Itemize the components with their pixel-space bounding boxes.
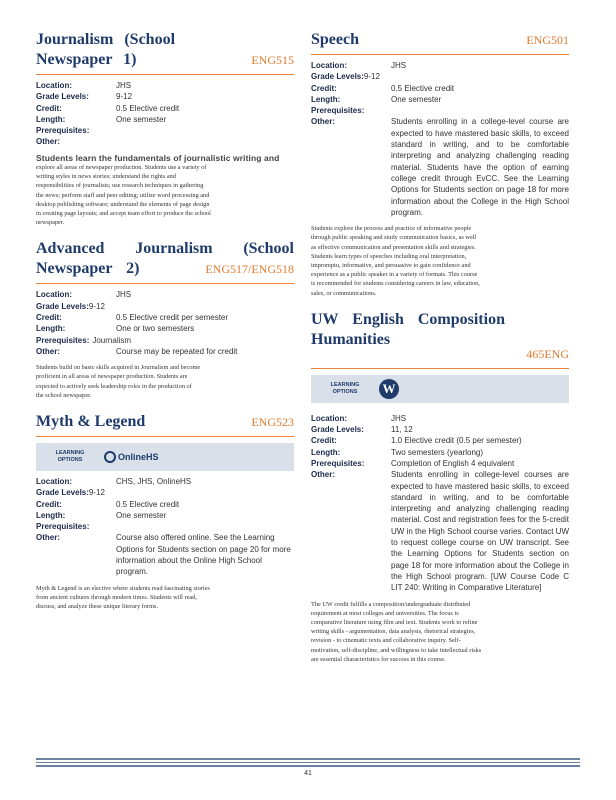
label-location: Location: — [311, 413, 347, 423]
course-description — [311, 224, 569, 298]
label-length: Length: — [311, 94, 341, 104]
label-location: Location: — [36, 81, 72, 90]
online-hs-icon-text: OnlineHS — [118, 452, 159, 462]
label-credit: Credit: — [36, 313, 62, 322]
credit-value: 0.5 Elective credit — [391, 83, 455, 93]
course-uw-english-composition — [311, 310, 569, 664]
course-heading — [36, 30, 294, 75]
course-title: UW English Composition Humanities — [311, 310, 505, 348]
length-value: One semester — [116, 510, 167, 520]
location-value: JHS — [116, 81, 132, 90]
course-myth-legend — [36, 412, 294, 611]
description-body: Students build on basic skills acquired in Journalism and become proficient in all areas of newspaper production. Students are expected to actively seek leadership roles in the production of the school newspaper. — [36, 364, 201, 399]
learning-options-box — [36, 443, 294, 471]
grade-levels-value: 9-12 — [88, 301, 105, 311]
description-body: Students explore the process and practice of informative people through public speaking and study communication basics, as well as effective communication and presentation skills and strategies. Students learn types of speeches including oral interpretation, impromptu, informative, and persuasive to gain confidence and experience as a public speaker in a variety of formats. This course is recommended for students considering careers in law, education, sales, or communications. — [311, 225, 480, 297]
description-body: The UW credit fulfills a composition/undergraduate distributed requirement at most colleges and universities. The focus is comparative literature using film and text. Students work to refine writing skills - argumentation, data analysis, rhetorical strategies, revision - to cinematic texts and collaborative inquiry. Self-motivation, self-discipline, and willingness to take intellectual risks are essential characteristics for success in this course. — [311, 600, 482, 663]
learning-options-label: LEARNING OPTIONS — [330, 381, 360, 395]
label-prerequisites: Prerequisites: — [36, 126, 90, 136]
label-other: Other: — [36, 137, 60, 147]
label-location: Location: — [36, 477, 72, 486]
course-info — [311, 60, 569, 218]
course-title: Journalism (School Newspaper 1) — [36, 31, 176, 68]
uw-icon: W — [379, 379, 399, 399]
length-value: Two semesters (yearlong) — [391, 447, 484, 457]
course-heading — [36, 412, 294, 437]
label-prerequisites: Prerequisites: — [36, 335, 90, 345]
length-value: One semester — [116, 114, 167, 124]
prerequisites-value: Completion of English 4 equivalent — [391, 458, 515, 468]
label-prerequisites: Prerequisites: — [36, 522, 90, 532]
description-body: explore all areas of newspaper production. Students use a variety of writing styles in news stories; understand the rights and responsibilities of journalists; use research techniques in gathering the news; perform staff and peer editing; utilize word processing and desktop publishing software; understand the elements of page design in creating page layouts; and accept team effort to produce the school newspaper. — [36, 163, 211, 227]
prerequisites-value — [116, 521, 294, 532]
credit-value: 0.5 Elective credit — [116, 499, 180, 509]
label-prerequisites: Prerequisites: — [311, 458, 365, 468]
course-info — [311, 413, 569, 594]
course-speech — [311, 30, 569, 298]
prerequisites-value: Journalism — [92, 335, 132, 345]
label-other: Other: — [36, 533, 60, 543]
prerequisites-value — [116, 125, 294, 136]
grade-levels-value: 9-12 — [363, 72, 380, 82]
grade-levels-value: 11, 12 — [391, 425, 413, 435]
credit-value: 0.5 Elective credit — [116, 103, 180, 113]
course-title-line2: Newspaper 2) — [36, 260, 140, 278]
label-grade-levels: Grade Levels: — [36, 301, 89, 311]
label-grade-levels: Grade Levels: — [311, 72, 364, 82]
course-heading — [311, 30, 569, 55]
course-title: Speech — [311, 31, 359, 48]
description-lead: Students learn the fundamentals of journalistic writing and — [36, 152, 280, 163]
course-code: ENG515 — [251, 53, 294, 67]
length-value: One or two semesters — [116, 324, 195, 334]
course-info — [36, 289, 294, 357]
footer-rule — [36, 758, 580, 769]
label-other: Other: — [311, 470, 335, 480]
left-column — [36, 30, 294, 619]
label-prerequisites: Prerequisites: — [311, 106, 365, 116]
online-hs-icon — [104, 451, 159, 463]
grade-levels-value: 9-12 — [88, 488, 105, 498]
label-credit: Credit: — [311, 83, 337, 93]
course-title-line1: Advanced Journalism (School — [36, 240, 294, 258]
learning-options-box — [311, 375, 569, 403]
course-description — [36, 584, 294, 612]
other-value: Students enrolling in college-level courses are expected to have mastered basic skills, to exceed standard in writing, and to be comfortable interpreting and analyzing challenging reading material. Cost and registration fees for the 5-credit UW in the High School course varies. Contact UW to request college course on UW transcript. See the Learning Options for Students section on page 18 for more information about the College in the High School program. [UW Course Code C LIT 240: Writing in Comparative Literature] — [391, 470, 569, 593]
prerequisites-value — [391, 105, 569, 116]
label-length: Length: — [36, 324, 66, 334]
location-value: JHS — [116, 290, 132, 300]
label-location: Location: — [36, 290, 72, 300]
location-value: JHS — [391, 413, 407, 423]
course-heading — [311, 310, 569, 369]
credit-value: 1.0 Elective credit (0.5 per semester) — [391, 436, 522, 446]
course-info — [36, 80, 294, 148]
location-value: JHS — [391, 61, 407, 70]
course-description — [311, 600, 569, 664]
course-code: ENG517/ENG518 — [205, 262, 294, 277]
course-info — [36, 476, 294, 578]
location-value: CHS, JHS, OnlineHS — [116, 477, 192, 486]
course-description — [36, 363, 294, 400]
label-other: Other: — [311, 117, 335, 127]
other-value: Course may be repeated for credit — [116, 346, 238, 356]
credit-value: 0.5 Elective credit per semester — [116, 313, 229, 322]
course-advanced-journalism — [36, 239, 294, 400]
label-length: Length: — [36, 114, 66, 124]
label-other: Other: — [36, 346, 60, 356]
label-credit: Credit: — [36, 103, 62, 113]
label-credit: Credit: — [36, 499, 62, 509]
other-value: Students enrolling in a college-level course are expected to have mastered basic skills, to exceed standard in writing, and to be comfortable interpreting and analyzing challenging reading material. Students have the option of earning college credit through EvCC. See the Learning Options for Students section on page 18 for more information about the College in the High School program. — [391, 117, 569, 217]
label-grade-levels: Grade Levels: — [36, 488, 89, 498]
right-column — [311, 30, 569, 672]
course-heading — [36, 239, 294, 284]
description-body: Myth & Legend is an elective where students read fascinating stories from ancient cultures through modern times. Students will read, discuss, and analyze these unique literary forms. — [36, 584, 210, 611]
page-number: 41 — [304, 770, 312, 777]
label-location: Location: — [311, 61, 347, 70]
label-grade-levels: Grade Levels: — [311, 425, 364, 435]
other-value: Course also offered online. See the Learning Options for Students section on page 20 for more information about the Online High School program. — [116, 533, 291, 577]
label-credit: Credit: — [311, 436, 337, 446]
length-value: One semester — [391, 94, 442, 104]
label-length: Length: — [36, 510, 66, 520]
other-value — [116, 136, 294, 147]
label-grade-levels: Grade Levels: — [36, 92, 89, 102]
course-description — [36, 154, 294, 228]
label-length: Length: — [311, 447, 341, 457]
course-title: Myth & Legend — [36, 413, 146, 430]
course-journalism — [36, 30, 294, 227]
course-code: 465ENG — [526, 346, 569, 361]
course-code: ENG523 — [251, 415, 294, 429]
grade-levels-value: 9-12 — [116, 92, 133, 102]
learning-options-label: LEARNING OPTIONS — [55, 450, 85, 463]
course-code: ENG501 — [526, 33, 569, 47]
